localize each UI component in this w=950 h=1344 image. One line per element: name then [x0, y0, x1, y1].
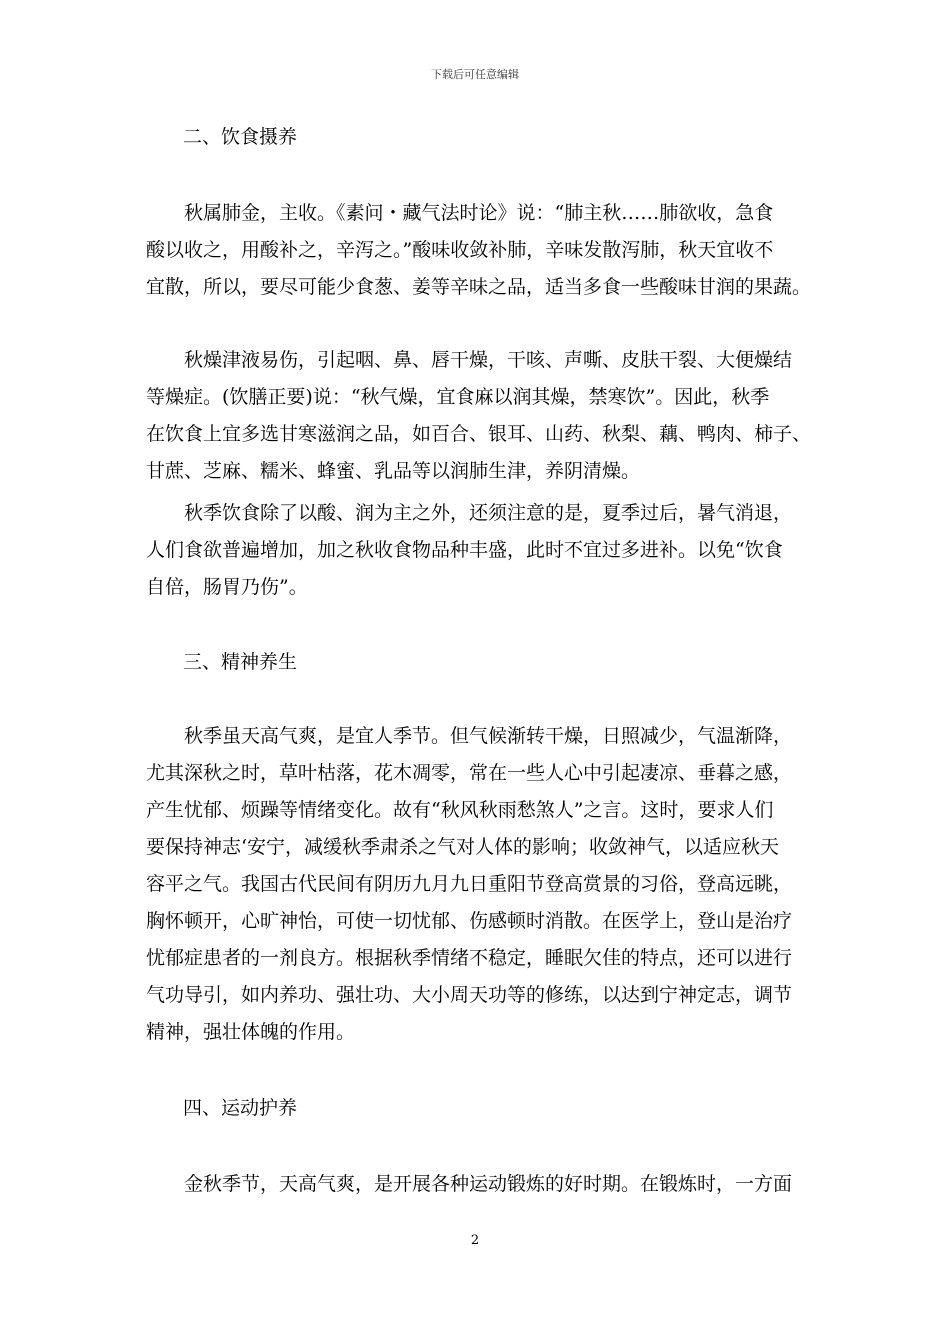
page-header: 下载后可任意编辑 [431, 68, 519, 81]
paragraph-line: 酸以收之，用酸补之，辛泻之。”酸味收敛补肺，辛味发散泻肺，秋天宜收不 [146, 239, 774, 261]
paragraph-diet-3 [146, 495, 820, 606]
paragraph-line: 产生忧郁、烦躁等情绪变化。故有“秋风秋雨愁煞人”之言。这时，要求人们 [146, 799, 774, 821]
section-heading-spirit: 三、精神养生 [183, 651, 298, 673]
paragraph-line: 精神，强壮体魄的作用。 [146, 1021, 356, 1043]
paragraph-diet-1 [146, 195, 820, 306]
paragraph-line: 自倍，肠胃乃伤”。 [146, 576, 308, 598]
paragraph-line: 忧郁症患者的一剂良方。根据秋季情绪不稳定，睡眠欠佳的特点，还可以进行 [146, 947, 793, 969]
paragraph-line: 秋燥津液易伤，引起咽、鼻、唇干燥，干咳、声嘶、皮肤干裂、大便燥结 [184, 349, 793, 371]
paragraph-diet-2 [146, 342, 820, 490]
paragraph-line: 秋属肺金，主收。《素问・藏气法时论》说：“肺主秋……肺欲收，急食 [184, 202, 774, 224]
paragraph-line: 秋季饮食除了以酸、润为主之外，还须注意的是，夏季过后，暑气消退， [184, 502, 793, 524]
paragraph-line: 等燥症。(饮膳正要)说：“秋气燥，宜食麻以润其燥，禁寒饮”。因此，秋季 [146, 386, 770, 408]
paragraph-line: 甘蔗、芝麻、糯米、蜂蜜、乳品等以润肺生津，养阴清燥。 [146, 460, 641, 482]
paragraph-line: 人们食欲普遍增加，加之秋收食物品种丰盛，此时不宜过多进补。以免“饮食 [146, 539, 783, 561]
paragraph-line: 容平之气。我国古代民间有阴历九月九日重阳节登高赏景的习俗，登高远眺， [146, 873, 793, 895]
paragraph-line: 尤其深秋之时，草叶枯落，花木凋零，常在一些人心中引起凄凉、垂暮之感， [146, 762, 793, 784]
section-heading-diet: 二、饮食摄养 [183, 126, 298, 148]
paragraph-line: 秋季虽天高气爽，是宜人季节。但气候渐转干燥，日照减少，气温渐降， [184, 725, 793, 747]
paragraph-exercise [146, 1166, 820, 1203]
paragraph-line: 要保持神志‘安宁，减缓秋季肃杀之气对人体的影响；收敛神气，以适应秋天 [146, 836, 780, 858]
paragraph-line: 胸怀顿开，心旷神怡，可使一切忧郁、伤感顿时消散。在医学上，登山是治疗 [146, 910, 793, 932]
paragraph-line: 在饮食上宜多选甘寒滋润之品，如百合、银耳、山药、秋梨、藕、鸭肉、柿子、 [146, 423, 812, 445]
paragraph-line: 金秋季节，天高气爽，是开展各种运动锻炼的好时期。在锻炼时，一方面 [184, 1173, 793, 1195]
page-number: 2 [470, 1233, 480, 1248]
paragraph-line: 宜散，所以，要尽可能少食葱、姜等辛味之品，适当多食一些酸味甘润的果蔬。 [146, 276, 812, 298]
paragraph-spirit [146, 718, 820, 1051]
paragraph-line: 气功导引，如内养功、强壮功、大小周天功等的修练，以达到宁神定志，调节 [146, 984, 793, 1006]
section-heading-exercise: 四、运动护养 [183, 1097, 298, 1119]
